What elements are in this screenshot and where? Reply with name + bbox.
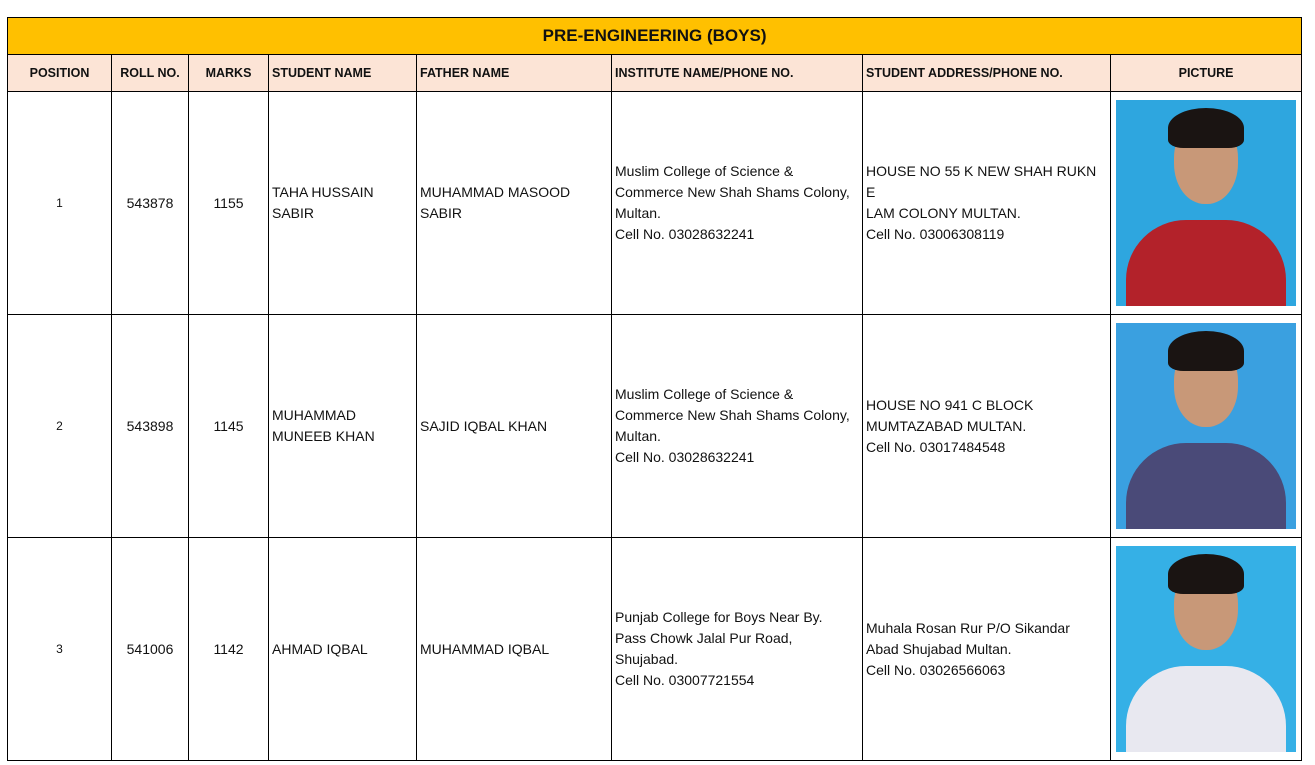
table-row <box>8 315 1302 538</box>
institute-line: Cell No. 03028632241 <box>615 226 755 242</box>
institute-line: Commerce New Shah Shams Colony, <box>615 184 850 200</box>
institute-line: Muslim College of Science & <box>615 163 794 179</box>
table-row <box>8 538 1302 761</box>
institute-line: Punjab College for Boys Near By. <box>615 609 823 625</box>
position-cell: 3 <box>8 538 112 761</box>
header-address: STUDENT ADDRESS/PHONE NO. <box>863 55 1111 92</box>
address-line: LAM COLONY MULTAN. <box>866 205 1021 221</box>
address-line: Abad Shujabad Multan. <box>866 640 1012 657</box>
address-line: HOUSE NO 941 C BLOCK <box>866 396 1034 413</box>
father-name-cell: SAJID IQBAL KHAN <box>417 315 612 538</box>
marks-cell: 1155 <box>189 92 269 315</box>
header-row <box>8 55 1302 92</box>
roll-no-cell: 543878 <box>112 92 189 315</box>
roll-no-cell: 543898 <box>112 315 189 538</box>
address-line: Cell No. 03006308119 <box>866 226 1005 242</box>
address-line: Cell No. 03026566063 <box>866 661 1006 678</box>
institute-cell <box>612 538 863 761</box>
institute-line: Muslim College of Science & <box>615 386 794 402</box>
father-name-cell: MUHAMMAD MASOOD SABIR <box>417 92 612 315</box>
address-line: Cell No. 03017484548 <box>866 438 1006 455</box>
student-photo <box>1116 100 1296 306</box>
institute-line: Pass Chowk Jalal Pur Road, Shujabad. <box>615 630 793 667</box>
picture-cell <box>1111 315 1302 538</box>
student-photo <box>1116 546 1296 752</box>
marks-cell: 1142 <box>189 538 269 761</box>
father-name-cell: MUHAMMAD IQBAL <box>417 538 612 761</box>
institute-line: Cell No. 03007721554 <box>615 672 755 688</box>
address-line: HOUSE NO 55 K NEW SHAH RUKN E <box>866 163 1097 200</box>
institute-line: Multan. <box>615 428 661 444</box>
address-cell <box>863 315 1111 538</box>
header-institute: INSTITUTE NAME/PHONE NO. <box>612 55 863 92</box>
position-cell: 1 <box>8 92 112 315</box>
student-name-cell: TAHA HUSSAIN SABIR <box>269 92 417 315</box>
address-cell <box>863 92 1111 315</box>
results-table <box>7 17 1302 761</box>
header-roll-no: ROLL NO. <box>112 55 189 92</box>
institute-cell <box>612 92 863 315</box>
header-student-name: STUDENT NAME <box>269 55 417 92</box>
address-line: MUMTAZABAD MULTAN. <box>866 417 1027 434</box>
picture-cell <box>1111 92 1302 315</box>
picture-cell <box>1111 538 1302 761</box>
institute-line: Cell No. 03028632241 <box>615 449 755 465</box>
marks-cell: 1145 <box>189 315 269 538</box>
institute-line: Multan. <box>615 205 661 221</box>
header-marks: MARKS <box>189 55 269 92</box>
student-photo <box>1116 323 1296 529</box>
address-cell <box>863 538 1111 761</box>
table-row <box>8 92 1302 315</box>
header-father-name: FATHER NAME <box>417 55 612 92</box>
position-cell: 2 <box>8 315 112 538</box>
roll-no-cell: 541006 <box>112 538 189 761</box>
address-line: Muhala Rosan Rur P/O Sikandar <box>866 619 1070 636</box>
table-title: PRE-ENGINEERING (BOYS) <box>8 18 1302 55</box>
institute-line: Commerce New Shah Shams Colony, <box>615 407 850 423</box>
header-picture: PICTURE <box>1111 55 1302 92</box>
header-position: POSITION <box>8 55 112 92</box>
institute-cell <box>612 315 863 538</box>
student-name-cell: MUHAMMAD MUNEEB KHAN <box>269 315 417 538</box>
student-name-cell: AHMAD IQBAL <box>269 538 417 761</box>
